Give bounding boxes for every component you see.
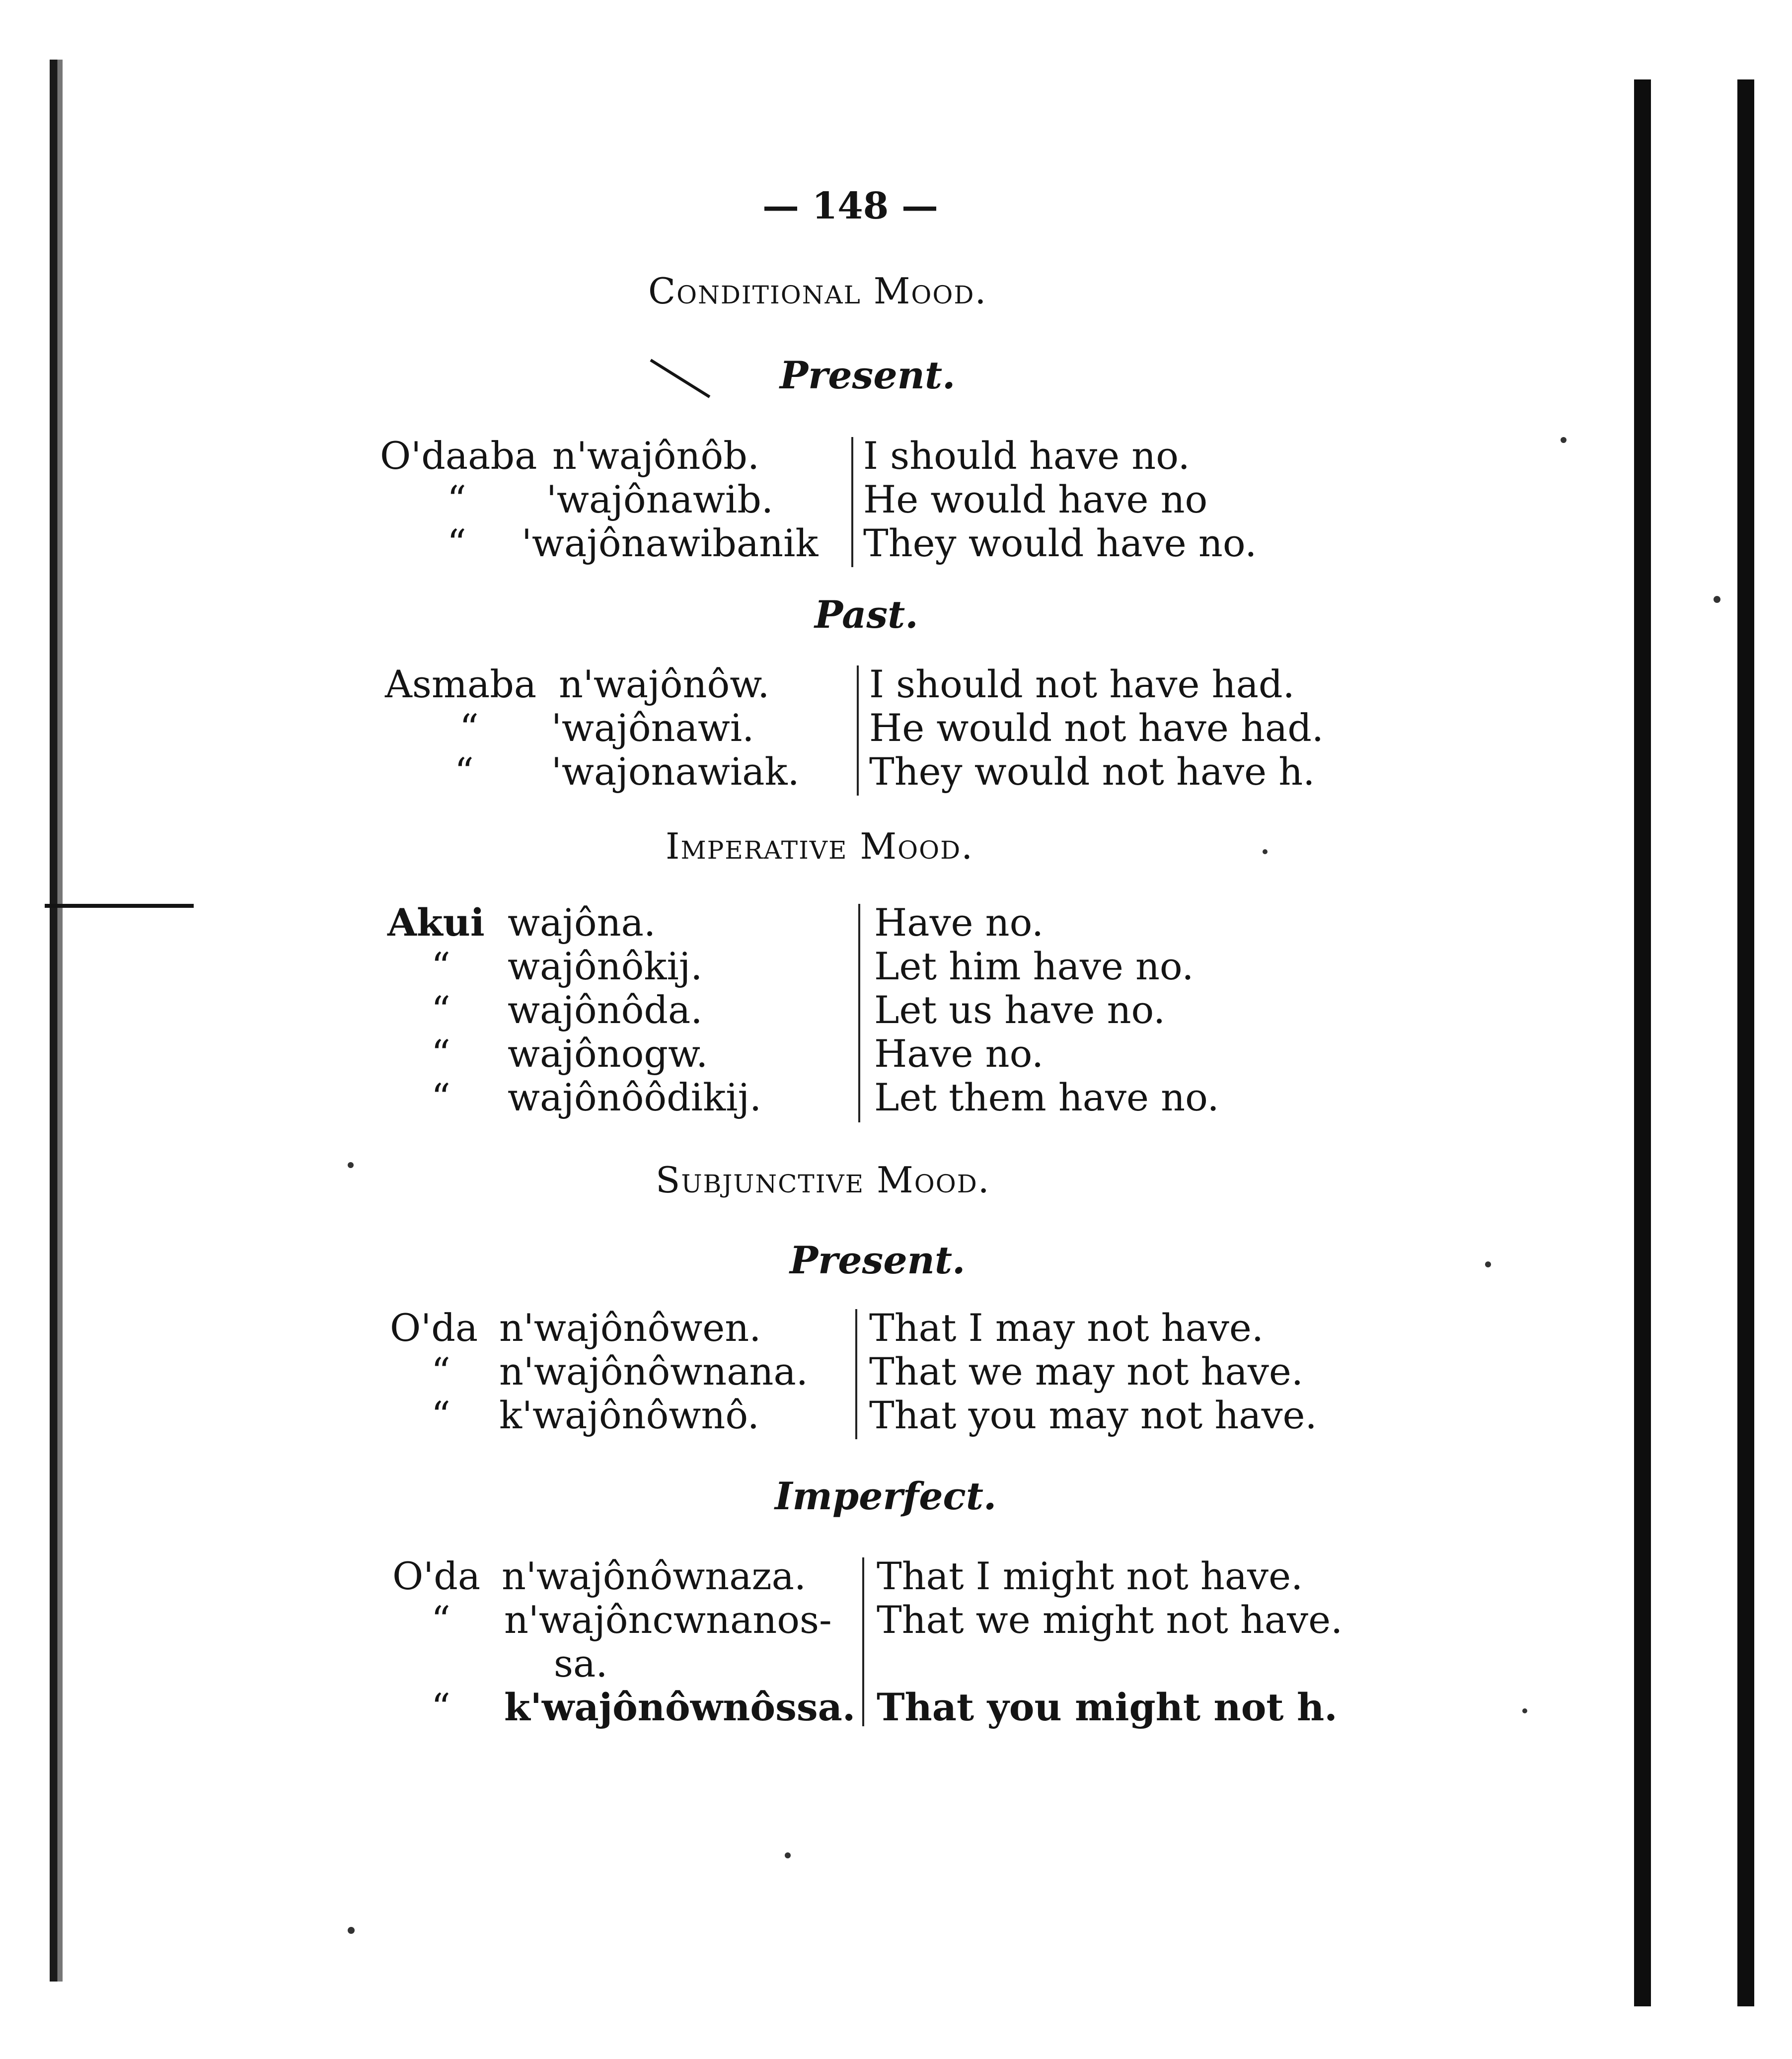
row-gloss: I should not have had. — [869, 662, 1295, 706]
right-binding-bar-outer — [1737, 79, 1754, 2006]
row-form: n'wajônôw. — [559, 662, 770, 706]
row-lead: Akui — [387, 900, 485, 945]
ditto-mark: “ — [431, 1349, 450, 1394]
row-gloss: That you may not have. — [869, 1393, 1317, 1437]
row-lead: Asmaba — [385, 662, 537, 706]
row-gloss: They would have no. — [863, 521, 1257, 565]
scan-speck — [1714, 596, 1720, 603]
page-number: — 148 — — [762, 185, 938, 227]
row-form: n'wajôncwnanos- — [504, 1598, 832, 1642]
scan-speck — [1561, 437, 1567, 443]
row-gloss: They would not have h. — [869, 749, 1315, 794]
ditto-mark: “ — [431, 944, 450, 988]
scan-speck — [1485, 1261, 1491, 1267]
row-form: wajônôkij. — [508, 944, 703, 988]
ditto-mark: “ — [431, 1685, 450, 1729]
row-form: n'wajônôb. — [552, 434, 760, 478]
row-form: wajônôda. — [508, 988, 703, 1032]
ditto-mark: “ — [431, 1598, 450, 1642]
row-gloss: Have no. — [874, 1031, 1044, 1076]
row-lead: O'da — [392, 1554, 481, 1598]
mood-heading-imperative: Imperative Mood. — [666, 825, 974, 867]
ditto-mark: “ — [447, 477, 466, 521]
scan-speck — [348, 1162, 354, 1168]
right-binding-bar — [1634, 79, 1651, 2006]
ditto-mark: “ — [459, 706, 479, 750]
row-gloss: That we might not have. — [877, 1598, 1343, 1642]
row-form: n'wajônôwnana. — [499, 1349, 808, 1394]
row-form: 'wajônawibanik — [522, 521, 819, 565]
row-form: wajônôôdikij. — [508, 1075, 762, 1119]
row-form: wajônogw. — [508, 1031, 708, 1076]
tense-heading-subjunctive-present: Present. — [790, 1238, 966, 1282]
row-lead: O'daaba — [380, 434, 537, 478]
tense-heading-conditional-present: Present. — [780, 353, 956, 397]
row-gloss: Have no. — [874, 900, 1044, 945]
ditto-mark: “ — [431, 1075, 450, 1119]
row-gloss: I should have no. — [863, 434, 1190, 478]
ditto-mark: “ — [431, 1031, 450, 1076]
row-lead: O'da — [390, 1306, 478, 1350]
row-gloss: He would not have had. — [869, 706, 1324, 750]
ditto-mark: “ — [447, 521, 466, 565]
row-form: n'wajônôwnaza. — [502, 1554, 807, 1598]
row-form: k'wajônôwnô. — [499, 1393, 759, 1437]
tense-heading-conditional-past: Past. — [815, 592, 918, 637]
row-gloss: Let them have no. — [874, 1075, 1219, 1119]
row-form: 'wajônawi. — [551, 706, 754, 750]
scan-speck — [1263, 849, 1268, 854]
row-form: k'wajônôwnôssa. — [504, 1685, 856, 1729]
scan-speck — [785, 1852, 791, 1858]
ditto-mark: “ — [454, 749, 474, 794]
row-gloss: That I might not have. — [877, 1554, 1303, 1598]
mood-heading-subjunctive: Subjunctive Mood. — [656, 1159, 990, 1201]
column-separator — [855, 1309, 857, 1439]
row-form: 'wajonawiak. — [551, 749, 800, 794]
row-gloss: Let us have no. — [874, 988, 1166, 1032]
ditto-mark: “ — [431, 1393, 450, 1437]
scan-artifact-line — [45, 904, 194, 908]
row-gloss: That you might not h. — [877, 1685, 1338, 1729]
row-gloss: That we may not have. — [869, 1349, 1304, 1394]
row-form-continuation: sa. — [554, 1641, 608, 1686]
column-separator — [862, 1557, 864, 1726]
column-separator — [857, 665, 859, 796]
scan-speck — [348, 1927, 355, 1934]
row-form: 'wajônawib. — [546, 477, 774, 521]
row-form: wajôna. — [508, 900, 656, 945]
ditto-mark: “ — [431, 988, 450, 1032]
left-binding-edge — [50, 60, 63, 1982]
mood-heading-conditional: Conditional Mood. — [648, 270, 987, 312]
row-form: n'wajônôwen. — [499, 1306, 761, 1350]
scan-speck — [1522, 1708, 1527, 1713]
column-separator — [851, 437, 853, 567]
pen-stroke-mark — [650, 359, 710, 398]
tense-heading-subjunctive-imperfect: Imperfect. — [775, 1474, 997, 1518]
row-gloss: Let him have no. — [874, 944, 1194, 988]
row-gloss: That I may not have. — [869, 1306, 1264, 1350]
column-separator — [858, 904, 860, 1122]
row-gloss: He would have no — [863, 477, 1208, 521]
